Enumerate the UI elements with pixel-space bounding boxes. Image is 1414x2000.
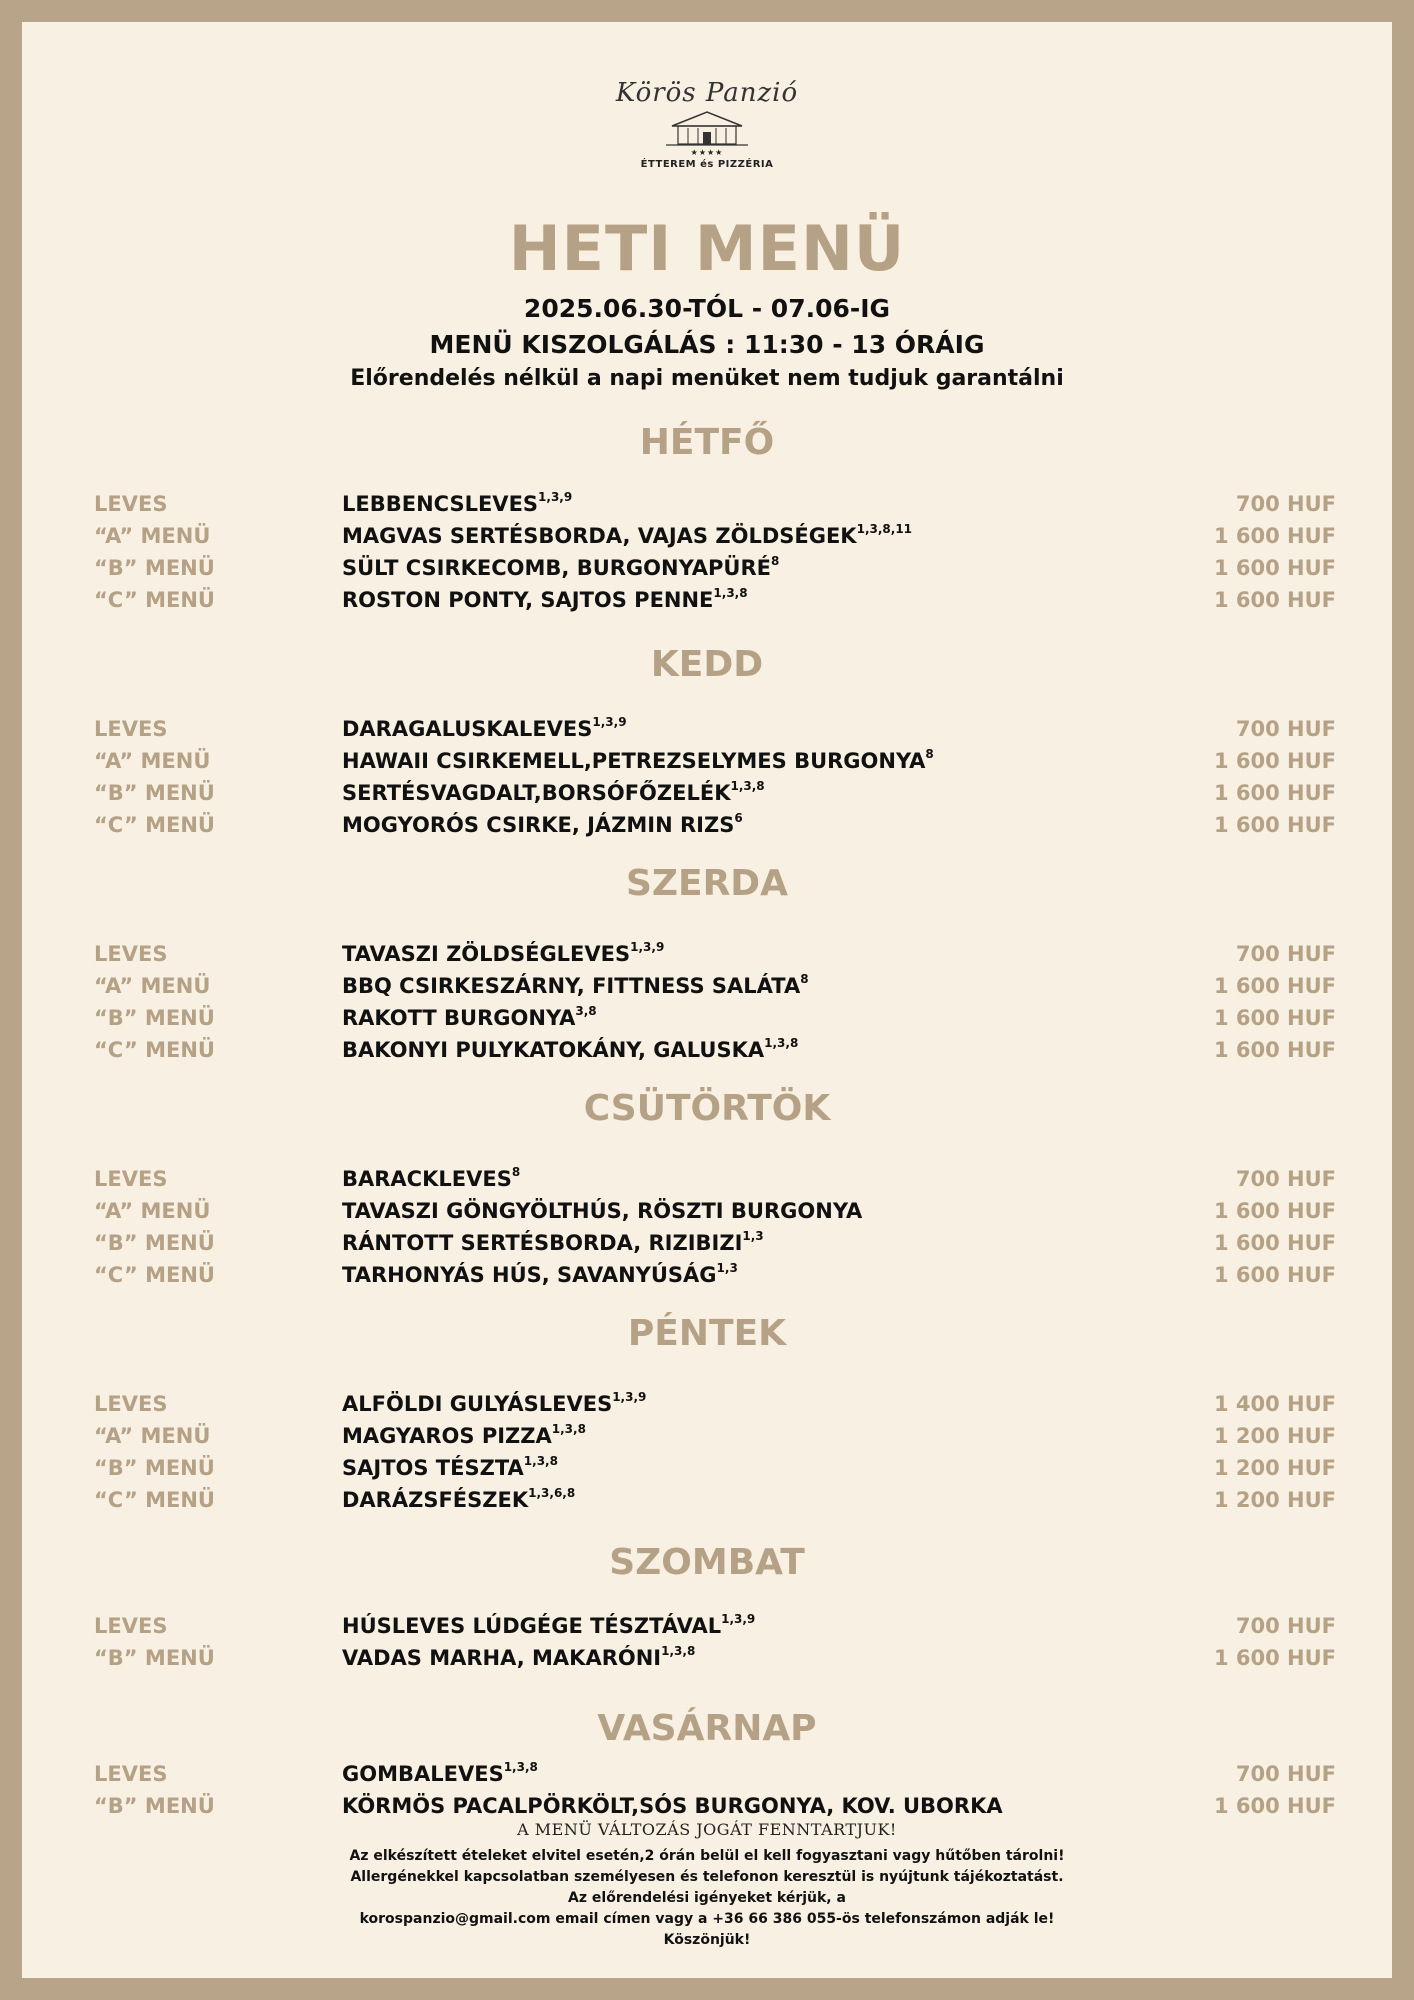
dish-label: RAKOTT BURGONYA xyxy=(342,1006,576,1030)
date-range: 2025.06.30-TÓL - 07.06-IG xyxy=(523,294,891,323)
dish-name xyxy=(342,942,664,966)
menu-item-row xyxy=(22,1167,1392,1197)
menu-category: “C” MENÜ xyxy=(94,1263,215,1287)
dish-label: ROSTON PONTY, SAJTOS PENNE xyxy=(342,588,714,612)
dish-label: BBQ CSIRKESZÁRNY, FITTNESS SALÁTA xyxy=(342,974,801,998)
dish-label: DARÁZSFÉSZEK xyxy=(342,1488,529,1512)
menu-item-row xyxy=(22,1424,1392,1454)
dish-name xyxy=(342,717,627,741)
dish-name xyxy=(342,1167,520,1191)
building-icon xyxy=(662,108,752,148)
day-title: HÉTFŐ xyxy=(639,422,775,463)
service-time: MENÜ KISZOLGÁLÁS : 11:30 - 13 ÓRÁIG xyxy=(429,330,985,359)
dish-name xyxy=(342,1038,798,1062)
dish-price: 1 200 HUF xyxy=(1213,1488,1336,1512)
dish-label: RÁNTOTT SERTÉSBORDA, RIZIBIZI xyxy=(342,1231,743,1255)
allergen-codes: 1,3,9 xyxy=(538,490,573,504)
dish-price: 1 600 HUF xyxy=(1213,588,1336,612)
day-title: KEDD xyxy=(650,644,764,685)
menu-category: “B” MENÜ xyxy=(94,1456,215,1480)
allergen-codes: 6 xyxy=(734,811,743,825)
page-title: HETI MENÜ xyxy=(508,212,906,285)
menu-category: “C” MENÜ xyxy=(94,1488,215,1512)
menu-item-row xyxy=(22,492,1392,522)
menu-item-row xyxy=(22,556,1392,586)
restaurant-logo xyxy=(22,52,1392,192)
footer-line: korospanzio@gmail.com email címen vagy a +36 66 386 055-ös telefonszámon adják le! xyxy=(359,1911,1055,1927)
dish-name xyxy=(342,1231,764,1255)
dish-label: TAVASZI ZÖLDSÉGLEVES xyxy=(342,942,631,966)
allergen-codes: 1,3,8,11 xyxy=(856,522,913,536)
allergen-codes: 1,3,9 xyxy=(592,715,627,729)
dish-label: BARACKLEVES xyxy=(342,1167,512,1191)
dish-price: 700 HUF xyxy=(1235,1167,1336,1191)
dish-name xyxy=(342,1646,695,1670)
menu-category: “C” MENÜ xyxy=(94,813,215,837)
dish-price: 1 600 HUF xyxy=(1213,556,1336,580)
dish-name xyxy=(342,813,743,837)
dish-price: 1 600 HUF xyxy=(1213,1038,1336,1062)
dish-price: 1 200 HUF xyxy=(1213,1456,1336,1480)
menu-category: LEVES xyxy=(94,717,168,741)
dish-name xyxy=(342,588,748,612)
dish-label: MAGVAS SERTÉSBORDA, VAJAS ZÖLDSÉGEK xyxy=(342,524,857,548)
allergen-codes: 1,3 xyxy=(742,1229,764,1243)
menu-category: LEVES xyxy=(94,1762,168,1786)
menu-category: “A” MENÜ xyxy=(94,524,211,548)
dish-label: HAWAII CSIRKEMELL,PETREZSELYMES BURGONYA xyxy=(342,749,926,773)
footer-info xyxy=(22,1846,1392,1951)
menu-item-row xyxy=(22,813,1392,843)
dish-label: SÜLT CSIRKECOMB, BURGONYAPÜRÉ xyxy=(342,556,772,580)
menu-page xyxy=(22,22,1392,1978)
dish-label: MAGYAROS PIZZA xyxy=(342,1424,552,1448)
menu-category: “C” MENÜ xyxy=(94,1038,215,1062)
dish-name xyxy=(342,1794,1003,1818)
day-title: PÉNTEK xyxy=(627,1313,787,1354)
dish-name xyxy=(342,1392,646,1416)
allergen-codes: 8 xyxy=(771,554,780,568)
allergen-codes: 3,8 xyxy=(575,1004,597,1018)
menu-category: LEVES xyxy=(94,1167,168,1191)
allergen-codes: 1,3 xyxy=(716,1261,738,1275)
dish-name xyxy=(342,492,572,516)
menu-item-row xyxy=(22,1006,1392,1036)
menu-item-row xyxy=(22,1392,1392,1422)
dish-label: HÚSLEVES LÚDGÉGE TÉSZTÁVAL xyxy=(342,1614,722,1638)
dish-price: 700 HUF xyxy=(1235,1614,1336,1638)
menu-item-row xyxy=(22,1614,1392,1644)
dish-name xyxy=(342,1614,755,1638)
dish-name xyxy=(342,749,934,773)
allergen-codes: 1,3,8 xyxy=(551,1422,586,1436)
allergen-codes: 1,3,6,8 xyxy=(528,1486,576,1500)
allergen-codes: 1,3,8 xyxy=(661,1644,696,1658)
menu-category: “B” MENÜ xyxy=(94,1794,215,1818)
allergen-codes: 1,3,8 xyxy=(523,1454,558,1468)
allergen-codes: 8 xyxy=(925,747,934,761)
dish-price: 1 600 HUF xyxy=(1213,1646,1336,1670)
menu-item-row xyxy=(22,1038,1392,1068)
dish-name xyxy=(342,1488,575,1512)
menu-category: LEVES xyxy=(94,1614,168,1638)
footer-line: Az előrendelési igényeket kérjük, a xyxy=(568,1890,846,1906)
dish-name xyxy=(342,524,912,548)
dish-label: MOGYORÓS CSIRKE, JÁZMIN RIZS xyxy=(342,813,735,837)
allergen-codes: 1,3,8 xyxy=(764,1036,799,1050)
menu-item-row xyxy=(22,749,1392,779)
dish-name xyxy=(342,1456,558,1480)
dish-name xyxy=(342,1199,862,1223)
dish-price: 700 HUF xyxy=(1235,1762,1336,1786)
dish-label: TARHONYÁS HÚS, SAVANYÚSÁG xyxy=(342,1263,717,1287)
menu-item-row xyxy=(22,974,1392,1004)
menu-item-row xyxy=(22,588,1392,618)
footer-line: Köszönjük! xyxy=(663,1932,751,1948)
dish-price: 1 600 HUF xyxy=(1213,749,1336,773)
menu-item-row xyxy=(22,1646,1392,1676)
dish-label: TAVASZI GÖNGYÖLTHÚS, RÖSZTI BURGONYA xyxy=(342,1199,863,1223)
dish-label: LEBBENCSLEVES xyxy=(342,492,539,516)
logo-stars: ★★★★ xyxy=(690,148,724,157)
menu-category: “B” MENÜ xyxy=(94,556,215,580)
dish-price: 1 600 HUF xyxy=(1213,1006,1336,1030)
allergen-codes: 1,3,8 xyxy=(713,586,748,600)
allergen-codes: 1,3,9 xyxy=(721,1612,756,1626)
menu-item-row xyxy=(22,942,1392,972)
dish-label: VADAS MARHA, MAKARÓNI xyxy=(342,1646,662,1670)
menu-item-row xyxy=(22,1231,1392,1261)
dish-price: 1 600 HUF xyxy=(1213,1794,1336,1818)
dish-label: SERTÉSVAGDALT,BORSÓFŐZELÉK xyxy=(342,781,731,805)
allergen-codes: 8 xyxy=(511,1165,521,1179)
menu-category: “B” MENÜ xyxy=(94,1646,215,1670)
dish-name xyxy=(342,1263,738,1287)
preorder-note: Előrendelés nélkül a napi menüket nem tudjuk garantálni xyxy=(350,366,1064,391)
dish-price: 1 600 HUF xyxy=(1213,1231,1336,1255)
day-title: VASÁRNAP xyxy=(597,1708,817,1749)
day-title: SZOMBAT xyxy=(609,1542,805,1583)
menu-category: “A” MENÜ xyxy=(94,1424,211,1448)
menu-item-row xyxy=(22,1762,1392,1792)
dish-price: 1 200 HUF xyxy=(1213,1424,1336,1448)
dish-label: ALFÖLDI GULYÁSLEVES xyxy=(342,1392,613,1416)
dish-name xyxy=(342,781,765,805)
menu-item-row xyxy=(22,717,1392,747)
menu-item-row xyxy=(22,781,1392,811)
dish-price: 700 HUF xyxy=(1235,717,1336,741)
day-title: SZERDA xyxy=(625,863,789,904)
allergen-codes: 1,3,9 xyxy=(612,1390,647,1404)
menu-category: “B” MENÜ xyxy=(94,1006,215,1030)
dish-name xyxy=(342,1006,597,1030)
logo-subtitle: ÉTTEREM és PIZZÉRIA xyxy=(640,159,774,170)
menu-item-row xyxy=(22,1488,1392,1518)
footer-notice: A MENÜ VÁLTOZÁS JOGÁT FENNTARTJUK! xyxy=(517,1820,897,1839)
allergen-codes: 1,3,8 xyxy=(503,1760,538,1774)
dish-price: 700 HUF xyxy=(1235,492,1336,516)
dish-price: 1 600 HUF xyxy=(1213,813,1336,837)
menu-category: “A” MENÜ xyxy=(94,749,211,773)
dish-price: 1 600 HUF xyxy=(1213,974,1336,998)
footer-line: Az elkészített ételeket elvitel esetén,2 órán belül el kell fogyasztani vagy hűtőben tárolni! xyxy=(349,1848,1065,1864)
dish-name xyxy=(342,1762,538,1786)
menu-category: LEVES xyxy=(94,1392,168,1416)
menu-category: LEVES xyxy=(94,942,168,966)
dish-price: 1 400 HUF xyxy=(1213,1392,1336,1416)
dish-price: 1 600 HUF xyxy=(1213,781,1336,805)
dish-price: 1 600 HUF xyxy=(1213,1199,1336,1223)
allergen-codes: 1,3,9 xyxy=(630,940,665,954)
menu-category: “C” MENÜ xyxy=(94,588,215,612)
allergen-codes: 8 xyxy=(800,972,809,986)
menu-category: “A” MENÜ xyxy=(94,1199,211,1223)
dish-price: 700 HUF xyxy=(1235,942,1336,966)
dish-label: DARAGALUSKALEVES xyxy=(342,717,593,741)
menu-category: “A” MENÜ xyxy=(94,974,211,998)
menu-category: “B” MENÜ xyxy=(94,781,215,805)
menu-item-row xyxy=(22,1263,1392,1293)
dish-name xyxy=(342,974,809,998)
logo-script-text: Körös Panzió xyxy=(615,78,799,108)
menu-item-row xyxy=(22,524,1392,554)
menu-item-row xyxy=(22,1456,1392,1486)
day-title: CSÜTÖRTÖK xyxy=(583,1088,831,1129)
dish-name xyxy=(342,1424,586,1448)
footer-line: Allergénekkel kapcsolatban személyesen és telefonon keresztül is nyújtunk tájékoztatást. xyxy=(350,1869,1064,1885)
dish-name xyxy=(342,556,779,580)
menu-category: LEVES xyxy=(94,492,168,516)
dish-price: 1 600 HUF xyxy=(1213,524,1336,548)
dish-label: GOMBALEVES xyxy=(342,1762,504,1786)
menu-category: “B” MENÜ xyxy=(94,1231,215,1255)
dish-label: KÖRMÖS PACALPÖRKÖLT,SÓS BURGONYA, KOV. UBORKA xyxy=(342,1794,1003,1818)
dish-price: 1 600 HUF xyxy=(1213,1263,1336,1287)
dish-label: BAKONYI PULYKATOKÁNY, GALUSKA xyxy=(342,1038,765,1062)
dish-label: SAJTOS TÉSZTA xyxy=(342,1456,524,1480)
allergen-codes: 1,3,8 xyxy=(730,779,765,793)
menu-item-row xyxy=(22,1199,1392,1229)
